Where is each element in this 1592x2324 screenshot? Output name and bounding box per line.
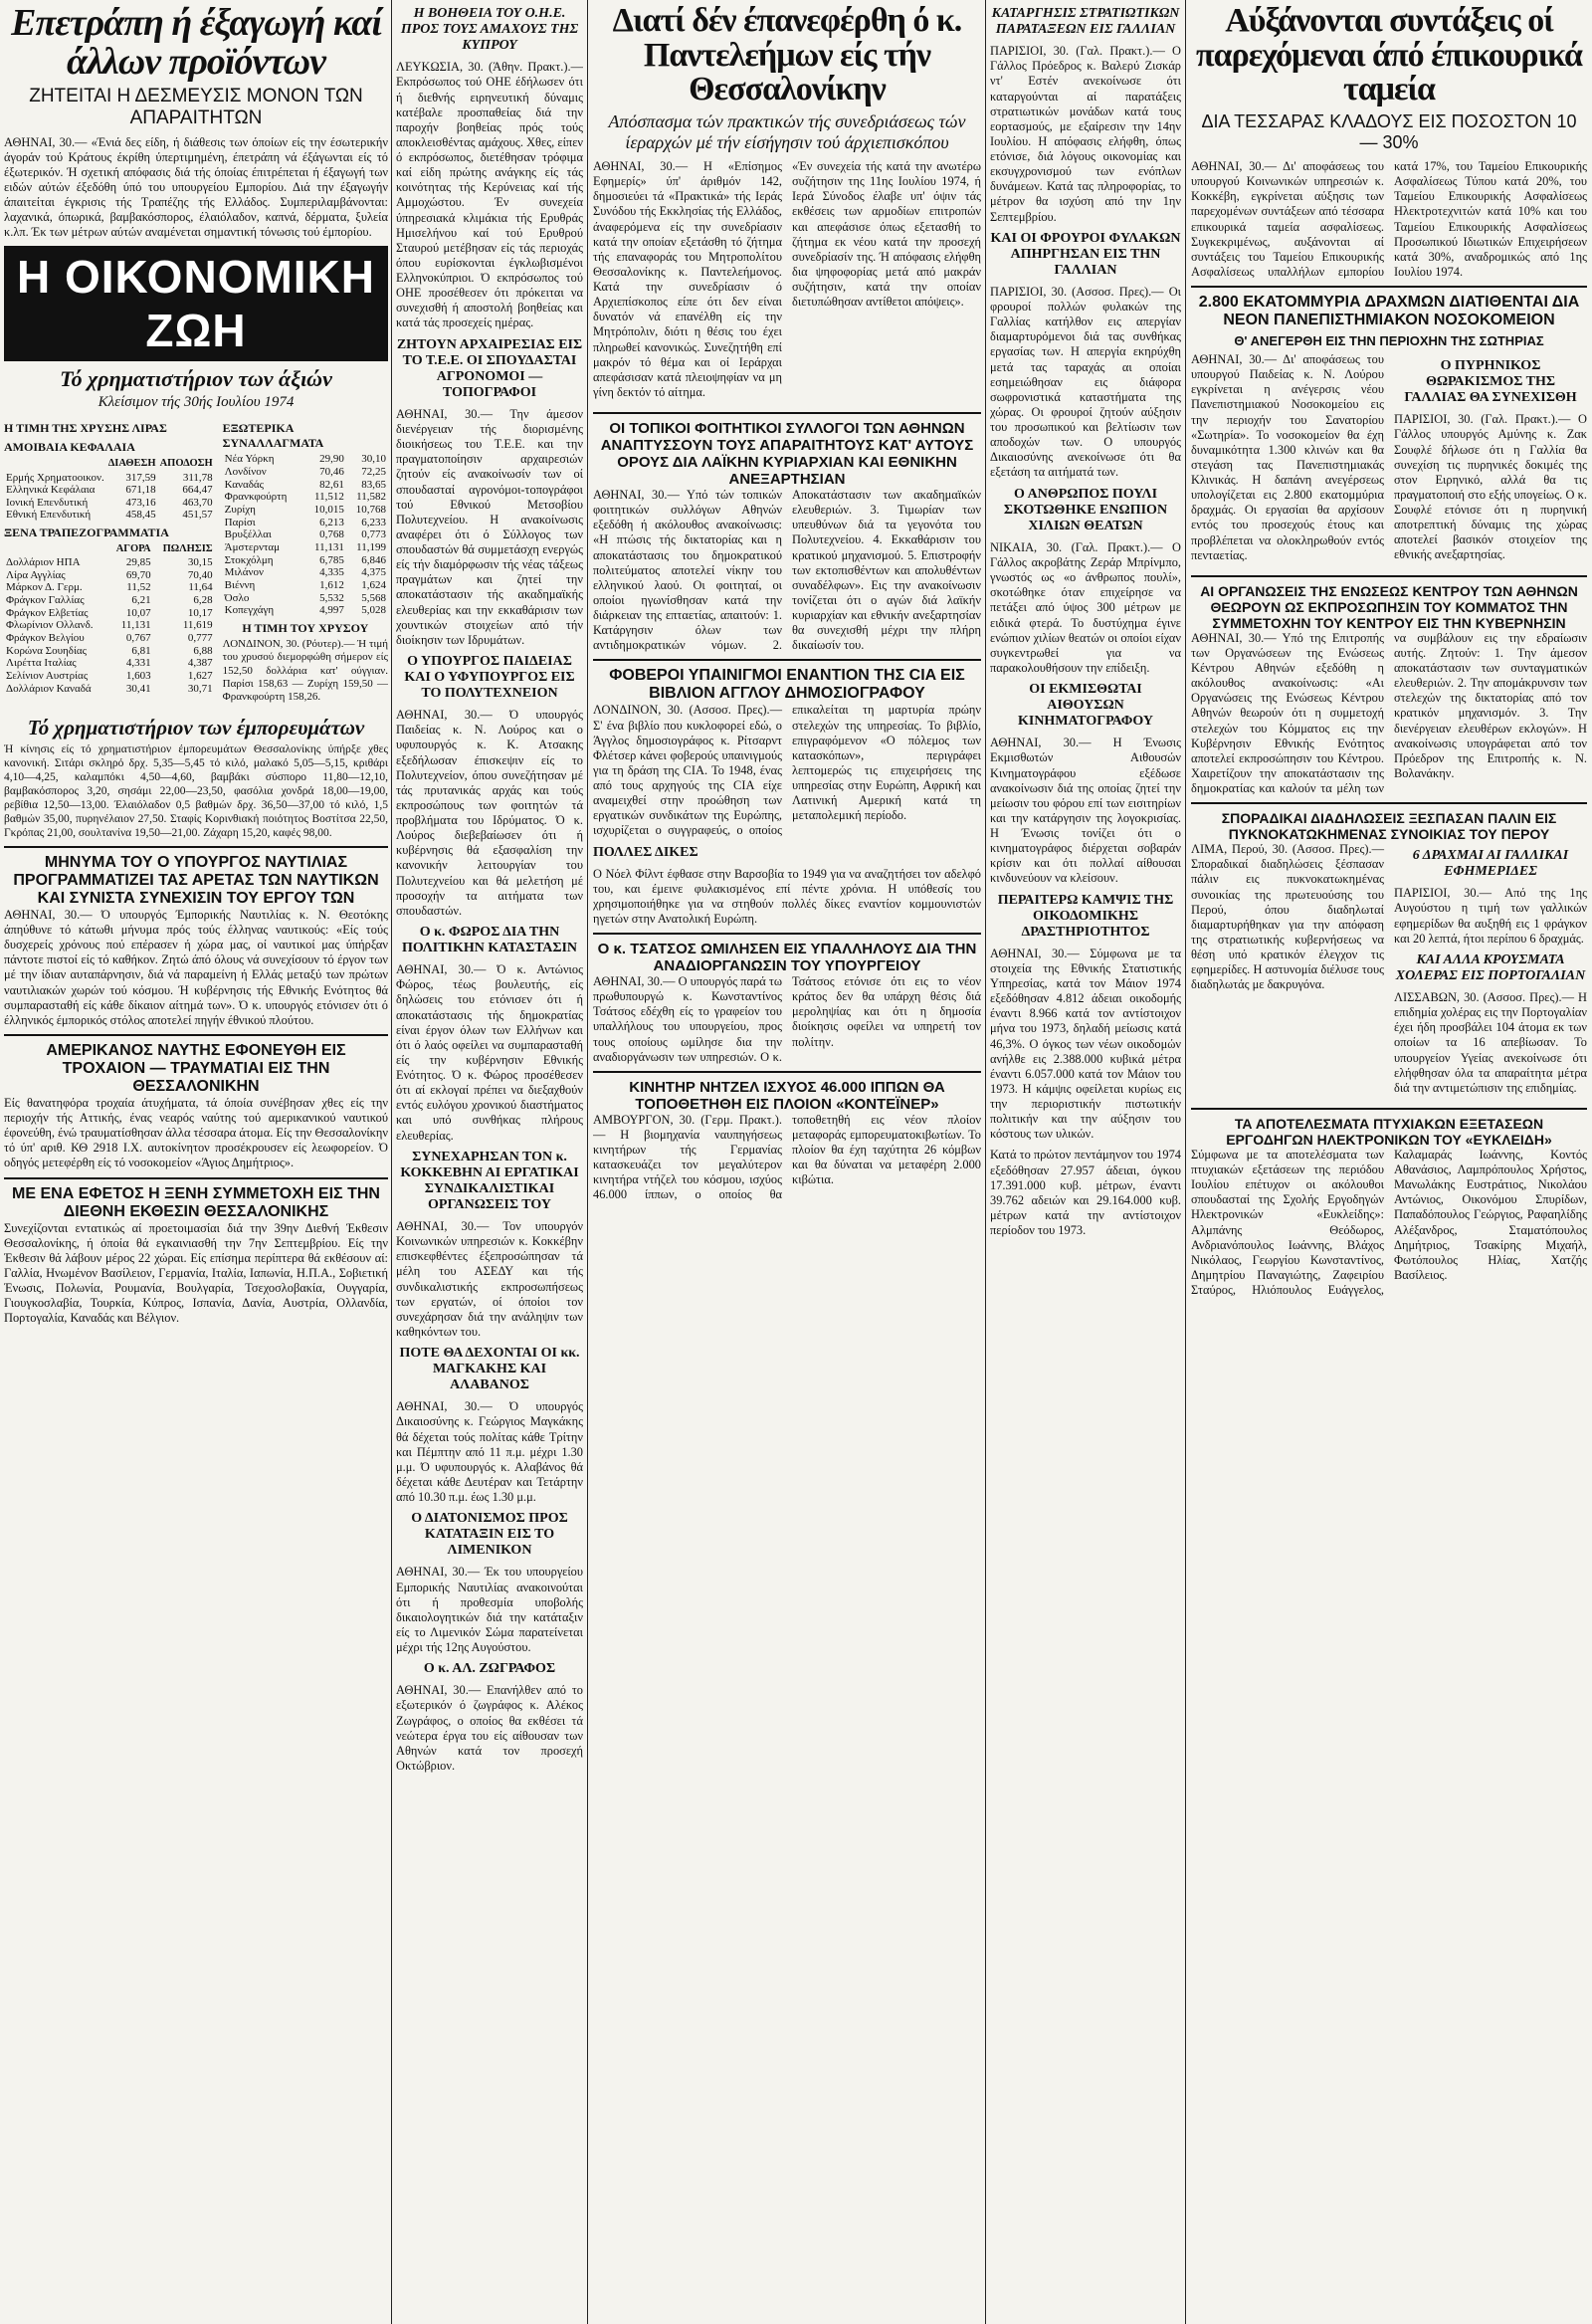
table-cell-value: 6,785 <box>319 553 344 566</box>
headline-birdman: Ο ΑΝΘΡΩΠΟΣ ΠΟΥΛΙ ΣΚΟΤΩΘΗΚΕ ΕΝΩΠΙΟΝ ΧΙΛΙΩΝ ΘΕΑΤΩΝ <box>1003 486 1168 533</box>
table-row <box>223 592 388 605</box>
bourse-date: Κλείσιμον τής 30ής Ιουλίου 1974 <box>98 394 295 411</box>
article-panteleimon-a: ΑΘΗΝΑΙ, 30.— Η «Επίσημος Εφημερίς» ύπ' άριθμόν 142, δημοσιεύει τά «Πρακτικά» τής Ιεράς Συνόδου τής Εκκλησίας τής Ελλάδος, άναφερόμενα είς την συνεδρίασιν κατά την οποίαν εξετάσθη τό ζήτημα τής επαναφοράς του Μητροπολίτου Θεσσαλονίκης κ. Παντελεήμονος. Κατά την συνεδρίασιν ό Αρχιεπίσκοπος είπε ότι δεν είναι δυνατόν νά επανέλθη είς την Μητρόπολιν, διότι η θέσις του έχει πληρωθεί κανονικώς. Συνεζητήθη επί μακρόν τό θέμα και οί Ιεράρχαι απεφάσισαν κατά πλειοψηφίαν να μη γίνη δεκτόν τό αίτημα. <box>593 159 782 399</box>
headline-fair: ΜΕ ΕΝΑ ΕΦΕΤΟΣ Η ΞΕΝΗ ΣΥΜΜΕΤΟΧΗ ΕΙΣ ΤΗΝ ΔΙΕΘΝΗ ΕΚΘΕΣΙΝ ΘΕΣΣΑΛΟΝΙΚΗΣ <box>12 1184 380 1220</box>
table-row <box>223 554 388 567</box>
table-cell-value: 11,582 <box>356 491 386 504</box>
table-cell-value: 6,846 <box>361 553 386 566</box>
gold-rate-head: Η ΤΙΜΗ ΤΗΣ ΧΡΥΣΗΣ ΛΙΡΑΣ <box>4 421 167 436</box>
table-cell-label: Λιρέττα Ιταλίας <box>6 657 77 670</box>
table-cell-value: 72,25 <box>361 466 386 479</box>
article-fair: Συνεχίζονται εντατικώς αί προετοιμασίαι διά την 39ην Διεθνή Έκθεσιν Θεσσαλονίκης, ή όποία θά εγκαινιασθή την 7ην Σεπτεμβρίου. Είς την Έκθεσιν θά λάβουν μέρος 22 χώραι. Είς επίσημα περίπτερα θά εκθέσουν αί: Γαλλία, Ηνωμένον Βασίλειον, Γερμανία, Ιταλία, Ιαπωνία, Η.Π.Α., Σοβιετική Ένωσις, Πολωνία, Ρουμανία, Βουλγαρία, Τσεχοσλοβακία, Ουγγαρία, Γιουγκοσλαβία, Τουρκία, Κύπρος, Ισπανία, Δανία, Αυστρία, Ολλανδία, Πορτογαλία, Καναδάς και Βέλγιον. <box>4 1220 388 1326</box>
col-head: ΑΓΟΡΑ <box>115 543 151 555</box>
table-cell-value: 10,768 <box>355 504 386 517</box>
table-row <box>223 541 388 554</box>
headline-diesel: ΚΙΝΗΤΗΡ ΝΗΤΖΕΛ ΙΣΧΥΟΣ 46.000 ΙΠΠΩΝ ΘΑ ΤΟΠΟΘΕΤΗΘΗ ΕΙΣ ΠΛΟΙΟΝ «ΚΟΝΤΕΪΝΕΡ» <box>629 1078 945 1113</box>
table-cell-value: 30,15 <box>187 556 213 569</box>
table-cell-value: 30,71 <box>187 682 213 695</box>
headline-reception-hours: ΠΟΤΕ ΘΑ ΔΕΧΟΝΤΑΙ ΟΙ κκ. ΜΑΓΚΑΚΗΣ ΚΑΙ ΑΛΑΒΑΝΟΣ <box>399 1346 580 1393</box>
table-cell-value: 4,387 <box>187 657 213 670</box>
article-un-aid: ΛΕΥΚΩΣΙΑ, 30. (Άθην. Πρακτ.).— Εκπρόσωπος τού ΟΗΕ έδήλωσεν ότι ή διεθνής ειρηνευτική δύναμις κατέβαλε προσπαθείας διά την παροχήν βοηθείας πρός τούς αποκλεισθέντας αμάχους. Χθες, είπεν ό εκπρόσωπος, διετέθησαν τρόφιμα καί είδη πρώτης ανάγκης είς τάς κοινότητας τής Κερύνειας καί τής Αμμοχώστου. Έν συνεχεία ύπηρεσιακά κλιμάκια τής Ερυθράς Ημισελήνου καί τού Ερυθρού Σταυρού μετέβησαν είς τάς περιοχάς όπου ευρίσκονται έγκλωβισμένοι Ελληνοκύπριοι. Ό εκπρόσωπος τού ΟΗΕ προσέθεσεν ότι πρόκειται να συνεχισθή ή αποστολή βοηθείας και κατά τάς προσεχείς ημέρας. <box>396 60 583 330</box>
table-cell-value: 11,52 <box>126 581 151 594</box>
column-rule <box>1185 0 1186 2324</box>
article-export: ΑΘΗΝΑΙ, 30.— «Ένιά δες είδη, ή διάθεσις των όποίων είς την έσωτερικήν άγοράν τού Κράτους έκρίθη ύπερτιμημένη, έπετράπη νά έξάγωνται είς τό έξωτερικόν. Ή σχετική απόφασις διά τής όποίας έπιτρέπεται ή έξαγωγή των ειδών αύτών έξεδόθη ύπό του υπουργείου Εμπορίου. Διά την έξαγωγήν άπαιτείται έγκρισις τής Τραπέζης τής Ελλάδος. Συμπεριλαμβάνονται: λαχανικά, όπωρικά, βαμβακόσπορος, έλαιόλαδον, καπνά, δέρματα, ξυλεία κ.λπ. Έκ των μέτρων αύτών αναμένεται σημαντική τόνωσις τού έμπορίου. <box>4 134 388 240</box>
subhead-trials: ΠΟΛΛΕΣ ΔΙΚΕΣ <box>593 844 698 860</box>
divider <box>593 659 981 661</box>
table-row <box>4 484 215 497</box>
table-cell-label: Φρανκφούρτη <box>224 491 288 504</box>
article-zografos: ΑΘΗΝΑΙ, 30.— Επανήλθεν από το εξωτερικόν ό ζωγράφος κ. Αλέκος Ζωγράφος, ο οποίος θα εκθέσει τά νεώτερα έργα του είς αίθουσαν των Αθηνών κατά τον προσεχή Οκτώβριον. <box>396 1683 583 1773</box>
table-cell-value: 11,131 <box>120 619 151 632</box>
table-cell-label: Μάρκον Δ. Γερμ. <box>6 581 83 594</box>
col-head: ΔΙΑΘΕΣΗ <box>107 458 156 470</box>
headline-foros: Ο κ. ΦΩΡΟΣ ΔΙΑ ΤΗΝ ΠΟΛΙΤΙΚΗΝ ΚΑΤΑΣΤΑΣΙΝ <box>401 924 578 956</box>
subheadline-pensions: ΔΙΑ ΤΕΣΣΑΡΑΣ ΚΛΑΔΟΥΣ ΕΙΣ ΠΟΣΟΣΤΟΝ 10 — 30% <box>1201 111 1577 153</box>
table-cell-label: Ζυρίχη <box>224 504 256 517</box>
table-cell-label: Βιέννη <box>224 578 256 591</box>
divider <box>593 1071 981 1073</box>
bourse-left <box>4 417 215 710</box>
table-cell-value: 11,619 <box>182 619 213 632</box>
article-parades: ΠΑΡΙΣΙΟΙ, 30. (Γαλ. Πρακτ.).— Ο Γάλλος Πρόεδρος κ. Βαλερύ Ζισκάρ ντ' Εστέν ανεκοίνωσε ότι καταργούνται αί παρατάξεις στρατιωτικών μονάδων κατά τους εορτασμούς, με εξαίρεσιν την 14ην Ιουλίου. Η απόφασις ελήφθη, όπως ετόνισε, διά λόγους οικονομίας και εκσυγχρονισμού των ενόπλων δυνάμεων. Κατά τας πληροφορίας, το μέτρον θα ισχύση από την 1ην Σεπτεμβρίου. <box>990 44 1181 224</box>
article-peru: ΛΙΜΑ, Περού, 30. (Ασσοσ. Πρες).— Σποραδικαί διαδηλώσεις ξέσπασαν πάλιν εις πυκνοκατωκημένας συνοικίας της πρωτευούσης του Περού, όπου διαδηλωταί διαμαρτυρήθηκαν για την απόφαση της στρατιωτικής κυβερνήσεως να θέση υπό κρατικόν έλεγχον τις εφημερίδες. Η αστυνομία διέλυσε τους διαδηλωτάς με δακρυγόνα. <box>1191 842 1384 992</box>
headline-nuclear: Ο ΠΥΡΗΝΙΚΟΣ ΘΩΡΑΚΙΣΜΟΣ ΤΗΣ ΓΑΛΛΙΑΣ ΘΑ ΣΥΝΕΧΙΣΘΗ <box>1404 358 1577 406</box>
article-centre-union: ΑΘΗΝΑΙ, 30.— Υπό της Επιτροπής των Οργανώσεων της Ενώσεως Κέντρου Αθηνών εξεδόθη η ακόλουθος ανακοίνωσις: «Αι Οργανώσεις της Ενώσεως Κέντρου Αθηνών θεωρούν ότι η συμμετοχή στελεχών του Κόμματος εις την Κυβέρνησιν Εθνικής Ενότητος αποτελεί εκπροσώπησιν του Κέντρου. Χαιρετίζουν την αποκατάστασιν της δημοκρατίας και καλούν τα μέλη των να συμβάλουν εις την εδραίωσιν αυτής. Ζητούν: 1. Την άμεσον αποκατάστασιν των συνταγματικών ελευθεριών. 2. Την απομάκρυνσιν των στελεχών της δικτατορίας από τον κρατικόν μηχανισμόν. 3. Την διενέργειαν ελευθέρων εκλογών». Η ανακοίνωσις υπογράφεται από τον Πρόεδρον της Επιτροπής κ. Ν. Βολανάκην. <box>1191 630 1587 796</box>
article-cholera: ΛΙΣΣΑΒΩΝ, 30. (Ασσοσ. Πρες).— Η επιδημία χολέρας εις την Πορτογαλίαν έχει ήδη προσβάλει 104 άτομα εκ των οποίων τα 16 απεβίωσαν. Το υπουργείον Υγείας ανεκοίνωσε ότι ελήφθησαν όλα τα απαραίτητα μέτρα διά την αντιμετώπισιν της επιδημίας. <box>1394 990 1587 1095</box>
table-row <box>4 594 215 607</box>
headline-zografos: Ο κ. ΑΛ. ΖΩΓΡΑΦΟΣ <box>423 1661 556 1677</box>
table-row <box>223 566 388 579</box>
table-row <box>223 504 388 517</box>
column-rule <box>391 0 392 2324</box>
table-row <box>223 479 388 492</box>
article-construction-b: Κατά το πρώτον πεντάμηνον του 1974 εξεδόθησαν 27.957 άδειαι, όγκου 17.391.000 κυβ. μέτρων, έναντι 39.762 αδειών και 29.164.000 κυβ. μέτρων κατά την αντίστοιχον περίοδον του 1973. <box>990 1148 1181 1238</box>
table-cell-label: Άμστερνταμ <box>224 540 281 553</box>
column-5 <box>1191 0 1587 2324</box>
table-cell-value: 0,767 <box>125 632 151 644</box>
table-cell-label: Παρίσι <box>224 516 256 528</box>
article-cia: ΛΟΝΔΙΝΟΝ, 30. (Ασσοσ. Πρες).— Σ' ένα βιβλίο που κυκλοφορεί εδώ, ο Άγγλος δημοσιογράφος κ. Ρίτσαρντ Φλέτσερ κάνει φοβερούς υπαινιγμούς για τη δράση της CIA. Το 1948, ένας από τους αρχηγούς της CIA είχε αναμειχθεί στην προώθηση των εργατικών συνδικάτων της Ευρώπης, ισχυρίζεται ο συγγραφεύς, ο οποίος επικαλείται τη μαρτυρία πρώην στελεχών της υπηρεσίας. Το βιβλίο, επιγραφόμενον «Ο πόλεμος των κατασκόπων», περιγράφει λεπτομερώς τις επιχειρήσεις της υπηρεσίας στην Ευρώπη, Αφρική και Λατινική Αμερική κατά τη μεταπολεμική περίοδο. <box>593 703 981 838</box>
bourse-title: Τό χρηματιστήριον των άξιών <box>60 366 332 392</box>
article-student-unions: ΑΘΗΝΑΙ, 30.— Υπό τών τοπικών φοιτητικών συλλόγων Αθηνών εξεδόθη ή ακόλουθος ανακοίνωσις: «Η πτώσις τής δικτατορίας και η αποκατάστασις του δημοκρατικού πολιτεύματος αποτελεί νίκην του ελληνικού λαού. Οι φοιτηταί, οι οποίοι ηγωνίσθησαν κατά την διάρκειαν της επταετίας, απαιτούν: 1. Κατάργησιν όλων των αντιδημοκρατικών νόμων. 2. Αποκατάστασιν των ακαδημαϊκών ελευθεριών. 3. Τιμωρίαν των υπευθύνων διά τα γεγονότα του Πολυτεχνείου. 4. Εκκαθάρισιν του κρατικού μηχανισμού. 5. Επιστροφήν των εκτοπισθέντων και απολυθέντων συναδέλφων». Εις την ανακοίνωσιν τονίζεται ότι ο αγών διά λαϊκήν κυριαρχίαν και εθνικήν ανεξαρτησίαν θα συνεχισθή μέχρι την πλήρη δικαίωσίν του. <box>593 488 981 653</box>
divider <box>1191 802 1587 804</box>
headline-elections-tee: ΖΗΤΟΥΝ ΑΡΧΑΙΡΕΣΙΑΣ ΕΙΣ ΤΟ Τ.Ε.Ε. ΟΙ ΣΠΟΥΔΑΣΤΑΙ ΑΓΡΟΝΟΜΟΙ — ΤΟΠΟΓΡΑΦΟΙ <box>396 336 583 400</box>
headline-cholera: ΚΑΙ ΑΛΛΑ ΚΡΟΥΣΜΑΤΑ ΧΟΛΕΡΑΣ ΕΙΣ ΠΟΡΤΟΓΑΛΙΑΝ <box>1395 951 1586 983</box>
column-1 <box>4 0 388 2324</box>
table-cell-value: 4,335 <box>319 566 344 579</box>
article-panteleimon-b: «Έν συνεχεία τής κατά την ανωτέρω συζήτησιν της 11ης Ιουλίου 1974, ή Ιερά Σύνοδος έλαβε υπ' όψιν τάς εκθέσεις των αρμοδίων επιτροπών και απεφάσισε όπως εξετασθή το ζήτημα εκ νέου κατά την προσεχή συνεδρίασίν της. Ή απόφασις ελήφθη δια ψηφοφορίας μετά από μακράν συζήτησιν, κατά την οποίαν διετυπώθησαν αντίθετοι απόψεις». <box>792 159 981 310</box>
table-cell-value: 463,70 <box>182 496 213 509</box>
side-box <box>1394 842 1587 1102</box>
table-cell-value: 82,61 <box>319 478 344 491</box>
subheadline-panteleimon: Απόσπασμα τών πρακτικών τής συνεδριάσεως τών ίεραρχών μέ τήν είσήγησιν τού άρχιεπισκόπου <box>608 111 966 153</box>
table-row <box>223 604 388 617</box>
table-row <box>223 579 388 592</box>
col-head: ΑΠΟΔΟΣΗ <box>159 458 213 470</box>
table-cell-value: 4,997 <box>319 604 344 617</box>
table-cell-value: 4,331 <box>125 657 151 670</box>
headline-tsatsos: Ο κ. ΤΣΑΤΣΟΣ ΩΜΙΛΗΣΕΝ ΕΙΣ ΥΠΑΛΛΗΛΟΥΣ ΔΙΑ ΤΗΝ ΑΝΑΔΙΟΡΓΑΝΩΣΙΝ ΤΟΥ ΥΠΟΥΡΓΕΙΟΥ <box>597 941 977 975</box>
table-cell-value: 83,65 <box>361 478 386 491</box>
table-cell-value: 5,568 <box>361 591 386 604</box>
bourse-right <box>223 417 388 710</box>
table-cell-value: 5,028 <box>361 604 386 617</box>
table-cell-value: 6,28 <box>193 594 213 607</box>
subheadline-export: ΖΗΤΕΙΤΑΙ Η ΔΕΣΜΕΥΣΙΣ ΜΟΝΟΝ ΤΩΝ ΑΠΑΡΑΙΤΗΤΩΝ <box>29 85 363 128</box>
headline-hospital: 2.800 ΕΚΑΤΟΜΜΥΡΙΑ ΔΡΑΧΜΩΝ ΔΙΑΤΙΘΕΝΤΑΙ ΔΙΑ ΝΕΟΝ ΠΑΝΕΠΙΣΤΗΜΙΑΚΟΝ ΝΟΣΟΚΟΜΕΙΟΝ <box>1198 294 1580 329</box>
section-banner: Η ΟΙΚΟΝΟΜΙΚΗ ΖΩΗ <box>4 246 388 361</box>
table-row <box>4 607 215 620</box>
divider <box>1191 286 1587 288</box>
table-cell-label: Σελίνιον Αυστρίας <box>6 669 89 682</box>
table-cell-value: 11,64 <box>188 581 213 594</box>
headline-pensions: Αύξάνονται συντάξεις οί παρεχόμεναι άπό έπικουρικά ταμεία <box>1195 2 1582 108</box>
headline-sailor: ΑΜΕΡΙΚΑΝΟΣ ΝΑΥΤΗΣ ΕΦΟΝΕΥΘΗ ΕΙΣ ΤΡΟΧΑΙΟΝ — ΤΡΑΥΜΑΤΙΑΙ ΕΙΣ ΤΗΝ ΘΕΣΣΑΛΟΝΙΚΗΝ <box>46 1041 346 1095</box>
headline-cia: ΦΟΒΕΡΟΙ ΥΠΑΙΝΙΓΜΟΙ ΕΝΑΝΤΙΟΝ ΤΗΣ CIA ΕΙΣ ΒΙΒΛΙΟΝ ΑΓΓΛΟΥ ΔΗΜΟΣΙΟΓΡΑΦΟΥ <box>609 667 965 703</box>
article-elections-tee: ΑΘΗΝΑΙ, 30.— Την άμεσον διενέργειαν τής διορισμένης διοικήσεως του Τ.Ε.Ε. και την πραγματοποίησιν αρχαιρεσιών ζητούν είς ανακοίνωσίν των οί σπουδασταί αγρονόμοι-τοπογράφοι τού Εθνικού Μετσοβίου Πολυτεχνείου. Η ανακοίνωσις αναφέρει ότι ό Σύλλογος των σπουδαστών θά συμμετάσχη ενεργώς είς τήν διαμόρφωσιν τής νέας τάξεως πραγμάτων και ζητεί την αποκατάστασιν τής ακαδημαϊκής ελευθερίας και την εκκαθάρισιν των χουντικών στοιχείων από τήν διοίκησιν των Ιδρυμάτων. <box>396 406 583 647</box>
table-row <box>223 528 388 541</box>
table-cell-value: 29,90 <box>319 453 344 466</box>
table-cell-value: 1,612 <box>319 578 344 591</box>
table-cell-label: Λίρα Αγγλίας <box>6 568 66 581</box>
gold-article: ΛΟΝΔΙΝΟΝ, 30. (Ρόυτερ).— Ή τιμή του χρυσού διεμορφώθη σήμερον είς 152,50 δολλάρια κατ' ούγγιαν. Παρίσι 158,63 — Ζυρίχη 159,50 — Φρανκφούρτη 158,26. <box>222 637 388 704</box>
divider <box>4 846 388 848</box>
headline-export: Επετράπη ή έξαγωγή καί άλλων προϊόντων <box>11 2 381 83</box>
mutual-funds-head: ΑΜΟΙΒΑΙΑ ΚΕΦΑΛΑΙΑ <box>4 440 135 455</box>
article-sailor: Είς θανατηφόρα τροχαία άτυχήματα, τά όποία συνέβησαν χθες είς την περιοχήν τής Αττικής, ένας νεαρός ναύτης τού αμερικανικού ναυτικού έφονεύθη, ένώ τραυματίσθησαν άλλα τέσσαρα άτομα. Είς την Θεσσαλονίκην τό ύπ' αριθ. ΚΘ 2918 Ι.Χ. αυτοκίνητον προσέκρουσεν είς λεωφορείον. Ό οδηγός μετεφέρθη είς τό νοσοκομείον «Άγιος Δημήτριος». <box>4 1095 388 1170</box>
table-cell-label: Ιονική Επενδυτική <box>6 496 89 509</box>
fx-table <box>4 542 215 695</box>
table-cell-value: 1,624 <box>361 578 386 591</box>
table-cell-value: 1,627 <box>187 669 213 682</box>
table-cell-value: 10,07 <box>125 606 151 619</box>
table-cell-value: 0,777 <box>187 632 213 644</box>
table-row <box>223 466 388 479</box>
table-cell-value: 5,532 <box>319 591 344 604</box>
table-row <box>223 453 388 466</box>
divider <box>1191 1108 1587 1110</box>
table-cell-value: 70,40 <box>187 568 213 581</box>
table-row <box>4 569 215 582</box>
table-cell-label: Φράγκον Γαλλίας <box>6 594 85 607</box>
table-cell-value: 30,10 <box>361 453 386 466</box>
article-french-papers: ΠΑΡΙΣΙΟΙ, 30.— Από της 1ης Αυγούστου η τιμή των γαλλικών εφημερίδων θα αυξηθή εις 1 φράγκον και 20 λεπτά, ήτοι περίπου 6 δραχμάς. <box>1394 886 1587 946</box>
article-cinemas: ΑΘΗΝΑΙ, 30.— Η Ένωσις Εκμισθωτών Αιθουσών Κινηματογράφου εξέδωσε ανακοίνωσιν διά της οποίας ζητεί την μείωσιν του φόρου επί των εισιτηρίων και την κατάργησιν της λογοκρισίας. Η Ένωσις τονίζει ότι ο κινηματογράφος διέρχεται σοβαράν κρίσιν και ότι πολλαί αίθουσαι κινδυνεύουν να κλείσουν. <box>990 736 1181 886</box>
table-cell-value: 11,131 <box>314 540 344 553</box>
table-row <box>4 556 215 569</box>
table-cell-value: 0,773 <box>361 528 386 541</box>
table-cell-value: 11,199 <box>356 540 386 553</box>
column-4 <box>990 0 1181 2324</box>
table-cell-label: Φλωρίνιον Ολλανδ. <box>6 619 94 632</box>
article-hospital: ΑΘΗΝΑΙ, 30.— Δι' αποφάσεως του υπουργού Παιδείας κ. Ν. Λούρου εγκρίνεται η ανέγερσις νέου Πανεπιστημιακού Νοσοκομείου εις την περιοχήν του Σανατορίου «Σωτηρία». Το νοσοκομείον θα έχη δυναμικότητα 1.300 κλινών και θα στεγάση τας Πανεπιστημιακάς Κλινικάς. Η δαπάνη ανεγέρσεως υπολογίζεται εις 2.800 εκατομμύρια δραχμάς. Οι εργασίαι θα αρχίσουν εντός του προσεχούς έτους και προβλέπεται να ολοκληρωθούν εντός πενταετίας. <box>1191 352 1384 562</box>
headline-un-aid: Η ΒΟΗΘΕΙΑ ΤΟΥ Ο.Η.Ε. ΠΡΟΣ ΤΟΥΣ ΑΜΑΧΟΥΣ ΤΗΣ ΚΥΠΡΟΥ <box>400 6 579 54</box>
table-row <box>4 472 215 485</box>
table-cell-value: 451,57 <box>182 509 213 522</box>
table-row <box>4 497 215 510</box>
table-cell-value: 30,41 <box>125 682 151 695</box>
article-exam-results: Σύμφωνα με τα αποτελέσματα των πτυχιακών εξετάσεων της περιόδου Ιουλίου επέτυχον οι ακόλουθοι σπουδασταί της Σχολής Εργοδηγών Ηλεκτρονικών «Ευκλείδης»: Αλμπάνης Θεόδωρος, Ανδριανόπουλος Ιωάννης, Βλάχος Νικόλαος, Γεωργίου Κωνσταντίνος, Δημητρίου Παναγιώτης, Ζαφειρίου Σταύρος, Ηλιόπουλος Ευάγγελος, Καλαμαράς Ιωάννης, Κοντός Αθανάσιος, Λαμπρόπουλος Χρήστος, Μανωλάκης Ευστράτιος, Νικολάου Αντώνιος, Οικονόμου Σπυρίδων, Παπαδόπουλος Γεώργιος, Ραφαηλίδης Αλέξανδρος, Σταματόπουλος Δημήτριος, Τσακίρης Μιχαήλ, Φωτόπουλος Ηλίας, Χατζής Βασίλειος. <box>1191 1147 1587 1298</box>
table-cell-label: Δολλάριον ΗΠΑ <box>6 556 81 569</box>
table-cell-label: Εθνική Επενδυτική <box>6 509 92 522</box>
article-nuclear: ΠΑΡΙΣΙΟΙ, 30. (Γαλ. Πρακτ.).— Ο Γάλλος υπουργός Αμύνης κ. Ζακ Σουφλέ δήλωσε ότι η Γαλλία θα συνεχίση τις πυρηνικές δοκιμές της στον Ειρηνικό, αλλά θα τις πραγματοποιή στο εξής υπογείως. Ο κ. Σουφλέ ετόνισε ότι η πυρηνική αποτρεπτική δύναμις της χώρας αποτελεί βασικόν στοιχείον της εθνικής ανεξαρτησίας. <box>1394 412 1587 562</box>
table-cell-label: Νέα Υόρκη <box>224 453 275 466</box>
table-cell-value: 6,233 <box>361 516 386 528</box>
table-row <box>4 581 215 594</box>
headline-parades: ΚΑΤΑΡΓΗΣΙΣ ΣΤΡΑΤΙΩΤΙΚΩΝ ΠΑΡΑΤΑΞΕΩΝ ΕΙΣ ΓΑΛΛΙΑΝ <box>991 6 1180 38</box>
table-row <box>4 509 215 522</box>
table-row <box>4 632 215 645</box>
table-cell-value: 11,512 <box>314 491 344 504</box>
headline-shipping: ΜΗΝΥΜΑ ΤΟΥ Ο ΥΠΟΥΡΓΟΣ ΝΑΥΤΙΛΙΑΣ ΠΡΟΓΡΑΜΜΑΤΙΖΕΙ ΤΑΣ ΑΡΕΤΑΣ ΤΩΝ ΝΑΥΤΙΚΩΝ ΚΑΙ ΣΥΝΙΣΤΑ ΣΥΝΕΧΙΣΙΝ ΤΟΥ ΕΡΓΟΥ ΤΩΝ <box>13 853 379 907</box>
exchange-table <box>223 453 388 616</box>
exchange-head: ΕΞΩΤΕΡΙΚΑ ΣΥΝΑΛΛΑΓΜΑΤΑ <box>222 421 324 451</box>
article-pensions: ΑΘΗΝΑΙ, 30.— Δι' αποφάσεως του υπουργού Κοινωνικών υπηρεσιών κ. Κοκκέβη, εγκρίνεται αύξησις των παρεχομένων συντάξεων από τέσσαρα επικουρικά ταμεία ασφαλίσεως. Συγκεκριμένως, αυξάνονται αί συντάξεις του Ταμείου Επικουρικής Ασφαλίσεως υπαλλήλων εμπορίου κατά 17%, του Ταμείου Επικουρικής Ασφαλίσεως Τύπου κατά 20%, του Ταμείου Επικουρικής Ασφαλίσεως Ηλεκτροτεχνιτών κατά 10% και του Ταμείου Επικουρικής Ασφαλίσεως Προσωπικού Ιδιωτικών Επιχειρήσεων κατά 30%, αναδρομικώς από 1ης Ιουλίου 1974. <box>1191 159 1587 279</box>
table-cell-label: Βρυξέλλαι <box>224 528 272 541</box>
divider <box>593 412 981 414</box>
table-row <box>223 517 388 529</box>
article-shipping: ΑΘΗΝΑΙ, 30.— Ό υπουργός Έμπορικής Ναυτιλίας κ. Ν. Θεοτόκης άπηύθυνε τό κάτωθι μήνυμα πρός τούς έλληνας ναυτικούς: «Είς τούς δυσχερείς χρόνους πού επέρασεν ή χώρα μας, οί ναυτικοί μας ύπήρξαν πάντοτε πιστοί είς τό καθήκον. Ζητώ άπό όλους νά συνεχίσουν τό έργον των μέ την ίδιαν αυταπάρνησιν, διά νά παραμείνη ή Ελλάς μεταξύ των πρώτων ναυτιλιακών χωρών τού κόσμου. Ή κυβέρνησις τής Εθνικής Ενότητος θά συμπαρασταθή είς κάθε δίκαιον αίτημά των». Ό κ. υπουργός ετόνισεν ότι ό έλληνικός έμπορικός στόλος αποτελεί πηγήν έθνικού πλούτου. <box>4 907 388 1027</box>
table-cell-label: Καναδάς <box>224 478 265 491</box>
table-cell-value: 0,768 <box>319 528 344 541</box>
column-2 <box>396 0 583 2324</box>
headline-centre-union: ΑΙ ΟΡΓΑΝΩΣΕΙΣ ΤΗΣ ΕΝΩΣΕΩΣ ΚΕΝΤΡΟΥ ΤΩΝ ΑΘΗΝΩΝ ΘΕΩΡΟΥΝ ΩΣ ΕΚΠΡΟΣΩΠΗΣΙΝ ΤΟΥ ΚΟΜΜΑΤΟΣ ΤΗΝ ΣΥΜΜΕΤΟΧΗΝ ΤΟΥ ΚΕΝΤΡΟΥ ΕΙΣ ΤΗΝ ΚΥΒΕΡΝΗΣΙΝ <box>1200 582 1578 631</box>
gold-head: Η ΤΙΜΗ ΤΟΥ ΧΡΥΣΟΥ <box>242 620 369 635</box>
headline-kokkevis: ΣΥΝΕΧΑΡΗΣΑΝ ΤΟΝ κ. ΚΟΚΚΕΒΗΝ ΑΙ ΕΡΓΑΤΙΚΑΙ ΣΥΝΔΙΚΑΛΙΣΤΙΚΑΙ ΟΡΓΑΝΩΣΕΙΣ ΤΟΥ <box>400 1149 579 1212</box>
table-row <box>4 683 215 696</box>
col-head: ΠΩΛΗΣΙΣ <box>162 543 213 555</box>
table-cell-label: Ερμής Χρηματοοικον. <box>6 471 104 484</box>
article-diesel: ΑΜΒΟΥΡΓΟΝ, 30. (Γερμ. Πρακτ.).— Η βιομηχανία ναυπηγήσεως κινητήρων τής Γερμανίας κατασκευάζει τον μεγαλύτερον κινητήρα ντήζελ του κόσμου, ισχύος 46.000 ίππων, ο οποίος θα τοποθετηθή εις νέον πλοίον μεταφοράς εμπορευματοκιβωτίων. Το πλοίον θα έχη ταχύτητα 26 κόμβων και θα δύναται να μεταφέρη 2.000 κιβώτια. <box>593 1112 981 1202</box>
commodity-title: Τό χρηματιστήριον των έμπορευμάτων <box>27 715 365 739</box>
table-cell-value: 6,81 <box>131 644 151 657</box>
article-cia-b: Ο Νόελ Φίλντ έφθασε στην Βαρσοβία το 1949 για να αναζητήσει τον αδελφό του, και έμεινε φυλακισμένος επί πέντε χρόνια. Η υπόθεσίς του χρησιμοποιήθηκε για να στηθούν πολλές δίκες εναντίον κομμουνιστών ηγετών στην Ανατολική Ευρώπη. <box>593 866 981 926</box>
table-cell-value: 69,70 <box>125 568 151 581</box>
divider <box>1191 575 1587 577</box>
article-kokkevis: ΑΘΗΝΑΙ, 30.— Τον υπουργόν Κοινωνικών υπηρεσιών κ. Κοκκέβην επισκεφθέντες έξεπροσώπησαν τά μέλη του ΑΣΕΔΥ και τής συνδικαλιστικής εκπροσωπήσεως των εργατών, οί όποίοι τον συνεχάρησαν διά την ανάληψιν των καθηκόντων του. <box>396 1219 583 1339</box>
article-prison-guards: ΠΑΡΙΣΙΟΙ, 30. (Ασσοσ. Πρες).— Οι φρουροί πολλών φυλακών της Γαλλίας κατήλθον εις απεργίαν διαμαρτυρόμενοι διά τας συνθήκας εργασίας των. Η απεργία εκηρύχθη μετά τας ταραχάς αι οποίαι εσημειώθησαν εις διάφορα σωφρονιστικά καταστήματα της χώρας. Οι φρουροί ζητούν αύξησιν του προσωπικού και βελτίωσιν των αποδοχών των. Ο υπουργός Δικαιοσύνης ανεκοίνωσε ότι θα εξετάση τα αιτήματά των. <box>990 284 1181 480</box>
fx-head: ΞΕΝΑ ΤΡΑΠΕΖΟΓΡΑΜΜΑΤΙΑ <box>4 526 169 540</box>
headline-port-police: Ο ΔΙΑΤΟΝΙΣΜΟΣ ΠΡΟΣ ΚΑΤΑΤΑΞΙΝ ΕΙΣ ΤΟ ΛΙΜΕΝΙΚΟΝ <box>411 1511 568 1559</box>
headline-prison-guards: ΚΑΙ ΟΙ ΦΡΟΥΡΟΙ ΦΥΛΑΚΩΝ ΑΠΗΡΓΗΣΑΝ ΕΙΣ ΤΗΝ ΓΑΛΛΙΑΝ <box>990 230 1181 278</box>
table-row <box>4 645 215 658</box>
article-foros: ΑΘΗΝΑΙ, 30.— Ό κ. Αντώνιος Φώρος, τέως βουλευτής, είς δηλώσεις του ετόνισεν ότι ή αποκατάστασις τής δημοκρατίας είναι έργον όλων των Ελλήνων και ότι ό λαός οφείλει να συμπαρασταθή είς την κυβέρνησιν Εθνικής Ενότητος. Ό κ. Φώρος προσέθεσεν ότι αί εκλογαί πρέπει να διεξαχθούν εντός ευλόγου χρονικού διαστήματος και υπό συνθήκας πλήρους ελευθερίας. <box>396 962 583 1143</box>
article-birdman: ΝΙΚΑΙΑ, 30. (Γαλ. Πρακτ.).— Ο Γάλλος ακροβάτης Ζεράρ Μπρίνμπο, γνωστός ως «ο άνθρωπος πουλί», σκοτώθηκε όταν επιχείρησε να πετάξει από ύψος 300 μέτρων με ειδικά φτερά. Το δυστύχημα έγινε ενώπιον χιλίων θεατών οι οποίοι είχαν συγκεντρωθεί για να παρακολουθήσουν την επίδειξη. <box>990 539 1181 675</box>
table-cell-value: 458,45 <box>125 509 156 522</box>
headline-student-unions: ΟΙ ΤΟΠΙΚΟΙ ΦΟΙΤΗΤΙΚΟΙ ΣΥΛΛΟΓΟΙ ΤΩΝ ΑΘΗΝΩΝ ΑΝΑΠΤΥΣΣΟΥΝ ΤΟΥΣ ΑΠΑΡΑΙΤΗΤΟΥΣ ΚΑΤ' ΑΥΤΟΥΣ ΟΡΟΥΣ ΔΙΑ ΛΑΪΚΗΝ ΚΥΡΙΑΡΧΙΑΝ ΚΑΙ ΕΘΝΙΚΗΝ ΑΝΕΞΑΡΤΗΣΙΑΝ <box>600 420 974 489</box>
article-education-minister: ΑΘΗΝΑΙ, 30.— Ό υπουργός Παιδείας κ. Ν. Λούρος και ο υφυπουργός κ. Κ. Ατσακης εξεδήλωσαν έπισκεψιν είς το Πολυτεχνείον, όπου συνεζήτησαν μέ τάς πρυτανικάς αρχάς και τούς εκπροσώπους των φοιτητών τά προβλήματα του Ιδρύματος. Ό κ. Λούρος διεβεβαίωσεν ότι ή κυβέρνησις θά εξασφαλίση την κανονικήν λειτουργίαν του Πολυτεχνείου και θά μελετήση μέ προσοχήν τα αιτήματα των σπουδαστών. <box>396 708 583 918</box>
headline-construction: ΠΕΡΑΙΤΕΡΩ ΚΑΜΨΙΣ ΤΗΣ ΟΙΚΟΔΟΜΙΚΗΣ ΔΡΑΣΤΗΡΙΟΤΗΤΟΣ <box>997 892 1174 940</box>
table-cell-value: 10,015 <box>313 504 344 517</box>
table-cell-value: 671,18 <box>125 484 156 497</box>
headline-panteleimon: Διατί δέν έπανεφέρθη ό κ. Παντελεήμων είς τήν Θεσσαλονίκην <box>612 2 962 108</box>
divider <box>4 1177 388 1179</box>
table-cell-label: Κοπεγχάγη <box>224 604 275 617</box>
commodity-article: Ή κίνησις είς τό χρηματιστήριον έμπορευμάτων Θεσσαλονίκης ύπήρξε χθες κανονική. Σιτάρι σκληρό δρχ. 5,35—5,45 τό κιλό, μαλακό 5,05—5,15, κριθάρι 4,10—4,25, καλαμπόκι 4,50—4,60, βαμβάκι σύσπορο 11,80—12,10, βαμβακόσπορος 3,20, σησάμι 22,00—23,50, φασόλια χονδρά 18,00—19,00, ρεβίθια 12,50—13,00. Έλαιόλαδον 0,5 βαθμών δρχ. 36,50—37,00 τό κιλό, 1,5 βαθμών 35,00, πυρηνέλαιον 27,50. Σταφίς Κορινθιακή ποιότητος Βοστίτσα 22,50, Γκρόπας 21,00, σουλτανίνα 19,50—21,00. Ζάχαρη 15,20, καφές 98,00. <box>4 742 388 839</box>
subheadline-hospital: Θ' ΑΝΕΓΕΡΘΗ ΕΙΣ ΤΗΝ ΠΕΡΙΟΧΗΝ ΤΗΣ ΣΩΤΗΡΙΑΣ <box>1234 333 1544 349</box>
column-rule <box>587 0 588 2324</box>
table-cell-label: Κορώνα Σουηδίας <box>6 644 88 657</box>
table-row <box>223 491 388 504</box>
headline-education-minister: Ο ΥΠΟΥΡΓΟΣ ΠΑΙΔΕΙΑΣ ΚΑΙ Ο ΥΦΥΠΟΥΡΓΟΣ ΕΙΣ ΤΟ ΠΟΛΥΤΕΧΝΕΙΟΝ <box>404 653 575 702</box>
table-cell-value: 664,47 <box>182 484 213 497</box>
table-cell-value: 317,59 <box>125 471 156 484</box>
article-port-police: ΑΘΗΝΑΙ, 30.— Έκ του υπουργείου Εμπορικής Ναυτιλίας ανακοινούται ότι ή προθεσμία υποβολής δικαιολογητικών διά την κατάταξιν είς το Λιμενικόν Σώμα παρατείνεται μέχρι τής 12ης Αυγούστου. <box>396 1565 583 1655</box>
table-cell-value: 6,213 <box>319 516 344 528</box>
table-cell-label: Φράγκον Βελγίου <box>6 632 85 644</box>
table-row <box>4 670 215 683</box>
nuclear-box <box>1394 352 1587 569</box>
table-cell-value: 311,78 <box>182 471 213 484</box>
table-row <box>4 619 215 632</box>
headline-french-papers: 6 ΔΡΑΧΜΑΙ ΑΙ ΓΑΛΛΙΚΑΙ ΕΦΗΜΕΡΙΔΕΣ <box>1412 848 1569 880</box>
table-cell-value: 6,21 <box>131 594 151 607</box>
table-cell-value: 4,375 <box>361 566 386 579</box>
table-cell-value: 29,85 <box>125 556 151 569</box>
table-cell-value: 6,88 <box>193 644 213 657</box>
divider <box>593 933 981 935</box>
table-cell-value: 10,17 <box>187 606 213 619</box>
table-cell-label: Δολλάριον Καναδά <box>6 682 92 695</box>
table-cell-label: Λονδίνον <box>224 466 267 479</box>
column-rule <box>985 0 986 2324</box>
headline-peru: ΣΠΟΡΑΔΙΚΑΙ ΔΙΑΔΗΛΩΣΕΙΣ ΞΕΣΠΑΣΑΝ ΠΑΛΙΝ ΕΙΣ ΠΥΚΝΟΚΑΤΩΚΗΜΕΝΑΣ ΣΥΝΟΙΚΙΑΣ ΤΟΥ ΠΕΡΟΥ <box>1221 810 1557 843</box>
table-cell-value: 473,16 <box>125 496 156 509</box>
headline-cinemas: ΟΙ ΕΚΜΙΣΘΩΤΑΙ ΑΙΘΟΥΣΩΝ ΚΙΝΗΜΑΤΟΓΡΑΦΟΥ <box>1017 682 1153 730</box>
divider <box>4 1034 388 1036</box>
table-cell-label: Μιλάνον <box>224 566 264 579</box>
table-cell-label: Ελληνικά Κεφάλαια <box>6 484 96 497</box>
table-cell-value: 70,46 <box>319 466 344 479</box>
table-cell-label: Στοκχόλμη <box>224 553 274 566</box>
mutual-funds-table <box>4 457 215 522</box>
table-cell-value: 1,603 <box>125 669 151 682</box>
article-reception-hours: ΑΘΗΝΑΙ, 30.— Ό υπουργός Δικαιοσύνης κ. Γεώργιος Μαγκάκης θά δέχεται τούς πολίτας κάθε Τρίτην και Πέμπτην από 11 π.μ. μέχρι 1.30 μ.μ. Ό υφυπουργός κ. Αλαβάνος θά δέχεται κάθε Δευτέραν και Τετάρτην από 10.30 π.μ. έως 1.30 μ.μ. <box>396 1399 583 1505</box>
article-tsatsos: ΑΘΗΝΑΙ, 30.— Ο υπουργός παρά τω πρωθυπουργώ κ. Κωνσταντίνος Τσάτσος εδέχθη είς το γραφείον του υπαλλήλους του υπουργείου, προς τους οποίους ωμίλησε δια την αναδιοργάνωσιν των υπηρεσιών. Ο κ. Τσάτσος ετόνισε ότι εις το νέον κράτος δεν θα υπάρχη θέσις διά μεροληψίας και ότι η δημοσία διοίκησις οφείλει να υπηρετή τον πολίτην. <box>593 974 981 1064</box>
article-construction: ΑΘΗΝΑΙ, 30.— Σύμφωνα με τα στοιχεία της Εθνικής Στατιστικής Υπηρεσίας, κατά τον Μάιον 1974 εξεδόθησαν 4.812 άδειαι οικοδομής έναντι 8.966 κατά τον αντίστοιχον μήνα του 1973, δηλαδή μείωσις κατά 46,3%. Ο όγκος των νέων οικοδομών ανήλθε εις 2.388.000 κυβικά μέτρα έναντι 6.057.000 κατά τον Μάιον του 1973. Η κάμψις οφείλεται κυρίως εις την περιοριστικήν πιστωτικήν πολιτικήν και την αύξησιν του κόστους των υλικών. <box>990 946 1181 1142</box>
headline-exam-results: ΤΑ ΑΠΟΤΕΛΕΣΜΑΤΑ ΠΤΥΧΙΑΚΩΝ ΕΞΕΤΑΣΕΩΝ ΕΡΓΟΔΗΓΩΝ ΗΛΕΚΤΡΟΝΙΚΩΝ ΤΟΥ «ΕΥΚΛΕΙΔΗ» <box>1226 1115 1552 1148</box>
column-3 <box>593 0 981 2324</box>
table-cell-label: Φράγκον Ελβετίας <box>6 606 89 619</box>
table-cell-label: Όσλο <box>224 591 250 604</box>
table-row <box>4 657 215 670</box>
